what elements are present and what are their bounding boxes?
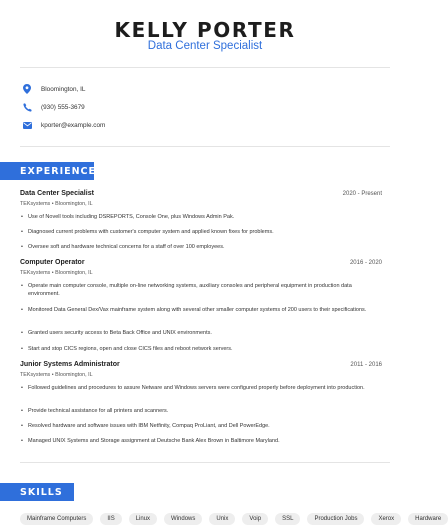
contact-location: [22, 84, 85, 94]
divider: [20, 462, 390, 463]
resume-name: KELLY PORTER: [114, 18, 296, 42]
job-bullet: • Start and stop CICS regions, open and close CICS files and reboot network servers.: [20, 345, 370, 353]
skill-chip: Mainframe Computers: [20, 513, 93, 525]
job-company-line: TEKsystems • Bloomington, IL: [20, 201, 93, 207]
job-bullet: • Diagnosed current problems with customer's computer system and applied known fixes for problems.: [20, 228, 370, 236]
job-bullet: • Oversee soft and hardware technical concerns for a staff of over 100 employees.: [20, 243, 370, 251]
skill-chip: Windows: [164, 513, 202, 525]
experience-section-header: EXPERIENCE: [0, 162, 94, 180]
location-text: Bloomington, IL: [41, 85, 86, 93]
job-company: TEKsystems: [20, 201, 51, 207]
job-dates: 2011 - 2016: [350, 362, 382, 368]
job-title: Junior Systems Administrator: [20, 361, 120, 368]
location-pin-icon: [22, 84, 32, 94]
contact-phone: [22, 102, 85, 112]
job-company-line: TEKsystems • Bloomington, IL: [20, 372, 93, 378]
job-bullet: • Operate main computer console, multiple on-line networking systems, auxiliary consoles and peripheral equipment in production data environment.: [20, 282, 370, 298]
resume-title: Data Center Specialist: [147, 40, 263, 52]
email-text: kporter@example.com: [41, 121, 106, 129]
job-location: Bloomington, IL: [55, 201, 93, 207]
job-bullet: • Followed guidelines and procedures to assure Netware and Windows servers were configured properly before deployment into production.: [20, 384, 370, 392]
skills-section-header: SKILLS: [0, 483, 74, 501]
contact-email: [22, 120, 105, 130]
skill-chip: IIS: [100, 513, 121, 525]
job-location: Bloomington, IL: [55, 372, 93, 378]
job-company: TEKsystems: [20, 270, 51, 276]
skill-chip: Voip: [242, 513, 268, 525]
job-bullet: • Provide technical assistance for all printers and scanners.: [20, 407, 370, 415]
job-dates: 2016 - 2020: [349, 260, 382, 266]
job-company: TEKsystems: [20, 372, 51, 378]
job-title: Data Center Specialist: [20, 190, 94, 197]
skill-chip: Unix: [209, 513, 235, 525]
job-bullet: • Use of Novell tools including DSREPORTS, Console One, plus Windows Admin Pak.: [20, 213, 370, 221]
skill-chip: Linux: [129, 513, 157, 525]
job-bullet: • Resolved hardware and software issues with IBM Netfinity, Compaq ProLiant, and Dell PowerEdge.: [20, 422, 370, 430]
job-dates: 2020 - Present: [342, 191, 382, 197]
job-title: Computer Operator: [20, 259, 85, 266]
divider: [20, 67, 390, 68]
skill-chip: Production Jobs: [307, 513, 364, 525]
skill-chip: Hardware: [408, 513, 448, 525]
skill-chip: SSL: [275, 513, 300, 525]
divider: [20, 146, 390, 147]
phone-icon: [22, 102, 32, 112]
job-bullet: • Monitored Data General Dex/Vax mainframe system along with several other smaller computer systems of 200 users to their specifications.: [20, 306, 370, 314]
job-location: Bloomington, IL: [55, 270, 93, 276]
email-icon: [22, 120, 32, 130]
skills-list: [20, 513, 448, 525]
job-bullet: • Granted users security access to Beta Back Office and UNIX environments.: [20, 329, 370, 337]
skill-chip: Xerox: [371, 513, 401, 525]
job-bullet: • Managed UNIX Systems and Storage assignment at Deutsche Bank Alex Brown in Baltimore Maryland.: [20, 437, 370, 445]
phone-text: (930) 555-3679: [41, 103, 85, 111]
job-company-line: TEKsystems • Bloomington, IL: [20, 270, 93, 276]
